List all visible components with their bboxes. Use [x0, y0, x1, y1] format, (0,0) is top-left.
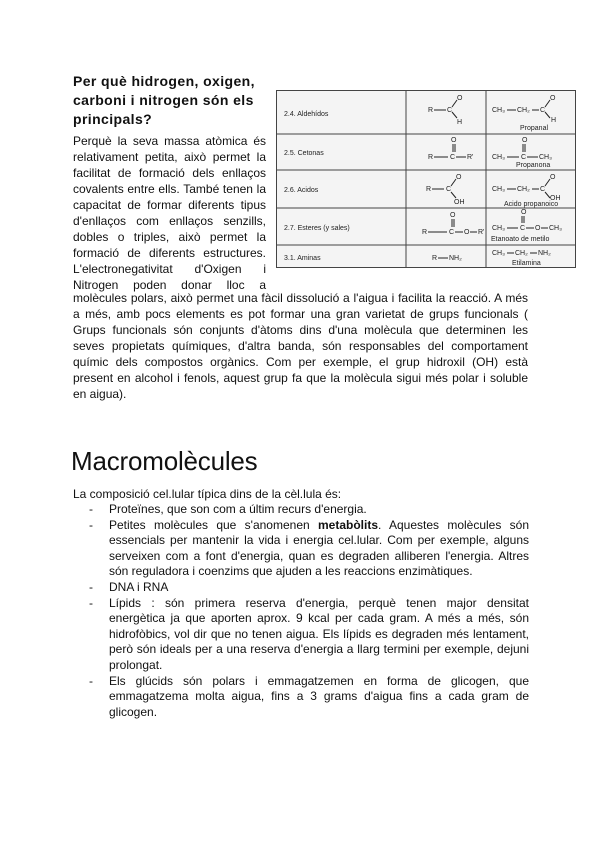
heading-line: principals?	[73, 111, 153, 127]
table-row-label: 2.4. Aldehídos	[284, 111, 329, 118]
intro-text: La composició cel.lular típica dins de la cèl.lula és:	[73, 487, 342, 501]
svg-text:R: R	[422, 229, 428, 236]
svg-text:C: C	[450, 154, 456, 161]
svg-text:O: O	[450, 212, 456, 219]
table-row-label: 2.7. Esteres (y sales)	[284, 225, 350, 232]
svg-text:C: C	[520, 225, 526, 232]
list-item-line: serveixen com a font d'energia, quan es degraden alliberen l'energia. Altres	[109, 548, 529, 563]
list-item-line: Lípids : són primera reserva d'energia, perquè tenen major densitat	[109, 595, 529, 610]
svg-text:O: O	[522, 137, 528, 144]
svg-text:O: O	[456, 174, 462, 181]
bold-term: metabòlits	[317, 517, 378, 532]
svg-text:C: C	[521, 154, 527, 161]
paragraph-line: Nitrogen poden donar lloc a	[73, 278, 266, 292]
section-heading	[73, 72, 273, 129]
paragraph-line: Grups funcionals són conjunts d'àtoms dins d'una molècula que determinen les	[73, 323, 528, 337]
heading-line: Per què hidrogen, oxigen,	[73, 73, 255, 89]
table-example-name: Etilamina	[512, 260, 541, 267]
paragraph-line: capacitat de formar diferents tipus	[73, 198, 266, 212]
table-example-name: Etanoato de metilo	[491, 236, 550, 243]
list-item-line: Els glúcids són polars i emmagatzemen en forma de glicogen, que	[109, 673, 529, 688]
list-item	[73, 502, 529, 518]
svg-text:O: O	[550, 95, 556, 102]
list-item-line: són reguladora i coenzims que ajuden a les reaccions enzimàtiques.	[109, 564, 473, 579]
svg-text:CH₂: CH₂	[517, 107, 530, 114]
paragraph-line: químic dels compostos orgànics. Com per exemple, el grup hidroxil (OH) està	[73, 355, 528, 369]
paragraph-line: d'enllaços com enllaços senzills,	[73, 214, 266, 228]
svg-text:R: R	[432, 255, 438, 262]
svg-text:CH₃: CH₃	[549, 225, 562, 232]
list-item-line: glicogen.	[109, 704, 158, 719]
svg-text:CH₂: CH₂	[515, 250, 528, 257]
paragraph-line: L'electronegativitat d'Oxigen i	[73, 262, 266, 276]
svg-text:NH₂: NH₂	[449, 255, 462, 262]
table-example-name: Propanal	[520, 125, 549, 132]
svg-text:C: C	[447, 107, 453, 114]
list-dash: -	[89, 502, 93, 516]
list-item-line: però són ideals per a una reserva d'energia a llarg termini per exemple, dejuni	[109, 642, 529, 657]
heading-line: carboni i nitrogen són els	[73, 92, 254, 108]
ethylamine-structure	[492, 250, 551, 257]
paragraph-line: facilitat de formació dels enllaços	[73, 166, 266, 180]
list-item-line	[109, 518, 529, 534]
list-dash: -	[89, 673, 93, 688]
table-row-label: 3.1. Aminas	[284, 255, 321, 262]
svg-text:CH₃: CH₃	[492, 250, 505, 257]
table-row-label: 2.5. Cetonas	[284, 150, 324, 157]
list-item-line: Proteïnes, que son com a últim recurs d'energia.	[109, 502, 367, 516]
list-item	[73, 596, 529, 674]
paragraph-narrow	[73, 133, 266, 293]
svg-text:C: C	[446, 186, 452, 193]
paragraph-line: formació de diferents estructures.	[73, 246, 266, 260]
svg-text:OH: OH	[454, 199, 465, 206]
svg-text:C: C	[449, 229, 455, 236]
svg-text:O: O	[550, 174, 556, 181]
paragraph-line: present en alcohol i fenols, aquest grup fa que la molècula sigui més polar i soluble	[73, 371, 528, 385]
svg-text:H: H	[551, 117, 557, 124]
svg-text:OH: OH	[550, 195, 561, 202]
svg-text:R': R'	[467, 154, 474, 161]
svg-text:R: R	[428, 154, 434, 161]
paragraph-line: covalents entre ells. També tenen la	[73, 182, 266, 196]
paragraph-line: Perquè la seva massa atòmica és	[73, 134, 266, 148]
list-item	[73, 674, 529, 721]
svg-text:CH₃: CH₃	[492, 107, 505, 114]
svg-text:CH₃: CH₃	[492, 225, 505, 232]
paragraph-line: dobles o triples, això permet la	[73, 230, 266, 244]
svg-text:R': R'	[478, 229, 485, 236]
list-item	[73, 580, 529, 596]
list-item-line: emmagatzema molta aigua, fins a 3 grams d'aigua fins a cada gram de	[109, 689, 529, 704]
list-item-line: energètica ja que aporten aprox. 9 kcal per cada gram. A més a més, són	[109, 611, 529, 626]
paragraph-line: relativament petita, això permet la	[73, 150, 266, 164]
list-dash: -	[89, 579, 93, 594]
svg-text:O: O	[451, 137, 457, 144]
svg-text:O: O	[535, 225, 541, 232]
composition-list	[73, 502, 529, 720]
list-item	[73, 518, 529, 580]
svg-text:CH₃: CH₃	[492, 154, 505, 161]
svg-text:CH₂: CH₂	[517, 186, 530, 193]
table-example-name: Propanona	[516, 162, 551, 169]
svg-text:C: C	[540, 107, 546, 114]
text-run: Petites molècules que s'anomenen	[109, 517, 318, 532]
svg-text:CH₃: CH₃	[492, 186, 505, 193]
text-run: . Aquestes molècules són	[378, 517, 530, 532]
paragraph-line: molècules polars, això permet una fàcil dissolució a l'aigua i facilita la reacció. A més	[73, 291, 528, 305]
functional-groups-table	[276, 90, 576, 268]
paragraph-wide	[73, 290, 528, 402]
svg-text:H: H	[457, 119, 463, 126]
svg-text:C: C	[540, 186, 546, 193]
list-item-line: essencials per mantenir la vida i energia cel.lular. Com per exemple, alguns	[109, 533, 529, 548]
list-item-line: hidrofòbics, vol dir que no tenen aigua. Els lípids es degraden més lentament,	[109, 626, 529, 641]
svg-text:O: O	[521, 209, 527, 216]
intro-line	[73, 486, 528, 502]
list-dash: -	[89, 517, 93, 532]
list-item-line: prolongat.	[109, 657, 163, 672]
svg-text:R: R	[428, 107, 434, 114]
table-example-name: Acido propanoico	[504, 201, 559, 208]
paragraph-line: a més, amb pocs elements es pot formar una gran varietat de grups funcionals (	[73, 307, 528, 321]
section-title: Macromolècules	[71, 446, 258, 476]
list-item-line: DNA i RNA	[109, 579, 169, 594]
list-dash: -	[89, 595, 93, 610]
svg-text:R: R	[426, 186, 432, 193]
table-row-label: 2.6. Acidos	[284, 187, 319, 194]
svg-text:NH₂: NH₂	[538, 250, 551, 257]
paragraph-line: en aigua).	[73, 387, 127, 401]
svg-text:O: O	[464, 229, 470, 236]
paragraph-line: seves propietats químiques, d'altra banda, són responsables del comportament	[73, 339, 528, 353]
svg-text:CH₃: CH₃	[539, 154, 552, 161]
svg-text:O: O	[457, 95, 463, 102]
